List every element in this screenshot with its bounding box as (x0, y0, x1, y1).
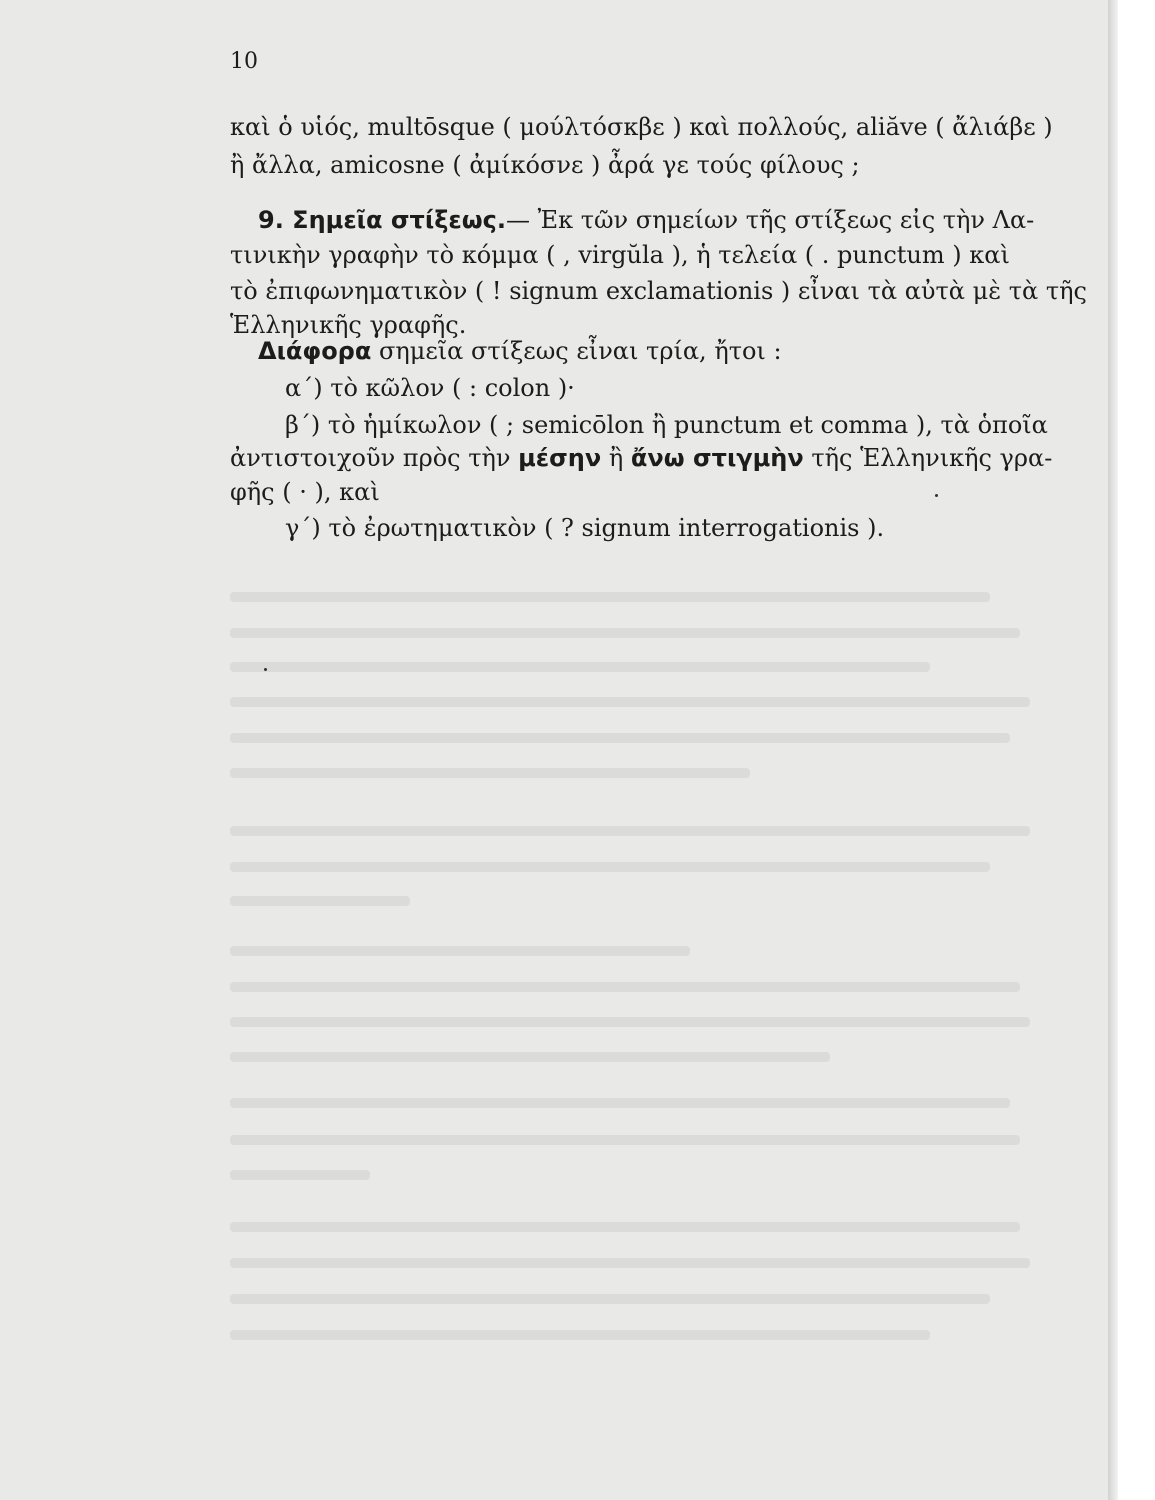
antistoichoun-post: τῆς Ἑλληνικῆς γρα- (803, 444, 1053, 472)
page-edge (1108, 0, 1118, 1500)
text-line-4: τὸ ἐπιφωνηματικὸν ( ! signum exclamationis ) εἶναι τὰ αὐτὰ μὲ τὰ τῆς (230, 277, 1087, 305)
text-line-1: καὶ ὁ υἱός, multōsque ( μούλτόσκβε ) καὶ πολλούς, aliăve ( ἄλιάβε ) (230, 113, 1053, 141)
speck (935, 494, 938, 497)
diafora-text: σημεῖα στίξεως εἶναι τρία, ἤτοι : (371, 337, 782, 365)
item-alpha: α´) τὸ κῶλον ( : colon )· (285, 374, 575, 402)
speck (264, 668, 267, 671)
antistoichoun-mid: ἢ (601, 444, 631, 472)
meson-bold: μέσην (518, 444, 602, 472)
diafora-bold: Διάφορα (258, 337, 372, 365)
item-gamma: γ´) τὸ ἐρωτηματικὸν ( ? signum interrogationis ). (285, 514, 885, 542)
section-9-line (258, 205, 1034, 235)
text-line-3: τινικὴν γραφὴν τὸ κόμμα ( , virgŭla ), ἡ τελεία ( . punctum ) καὶ (230, 241, 1010, 269)
diafora-line (258, 336, 782, 366)
item-beta: β´) τὸ ἡμίκωλον ( ; semicōlon ἢ punctum et comma ), τὰ ὁποῖα (285, 411, 1048, 439)
text-line-6: φῆς ( · ), καὶ (230, 478, 380, 506)
antistoichoun-pre: ἀντιστοιχοῦν πρὸς τὴν (230, 444, 519, 472)
text-line-2: ἢ ἄλλα, amicosne ( ἀμίκόσνε ) ἆρά γε τούς φίλους ; (230, 151, 860, 179)
section-9-text: — Ἐκ τῶν σημείων τῆς στίξεως εἰς τὴν Λα- (505, 206, 1035, 234)
ano-stigmin-bold: ἄνω στιγμὴν (630, 444, 804, 472)
section-heading: 9. Σημεῖα στίξεως. (258, 206, 506, 234)
text-line-5: Ἑλληνικῆς γραφῆς. (230, 311, 467, 339)
antistoichoun-line (230, 443, 1052, 473)
page-number: 10 (230, 49, 258, 74)
